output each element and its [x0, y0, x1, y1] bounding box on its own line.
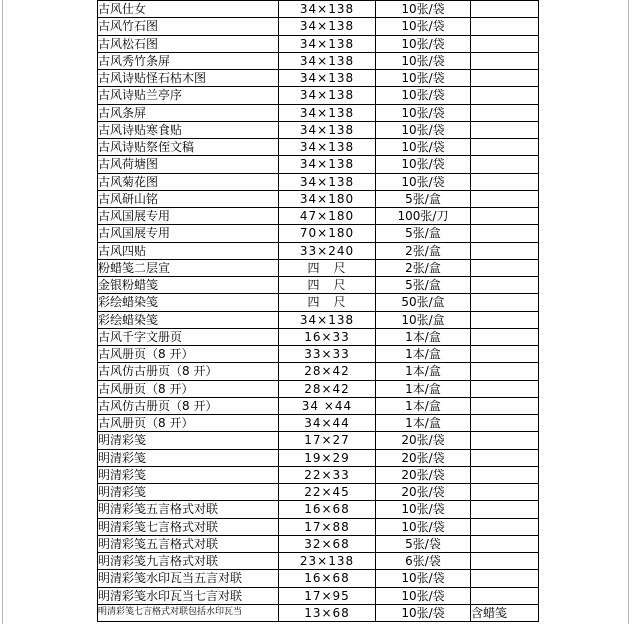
table-row	[98, 277, 539, 294]
pack-cell: 2张/盒	[376, 259, 471, 276]
note-cell	[471, 121, 539, 138]
note-cell	[471, 87, 539, 104]
product-name-cell: 古风诗贴兰亭序	[98, 87, 279, 104]
note-cell	[471, 18, 539, 35]
product-name-cell: 明清彩笺五言格式对联	[98, 501, 279, 518]
size-cell: 34×138	[279, 18, 376, 35]
note-cell	[471, 501, 539, 518]
note-cell	[471, 208, 539, 225]
size-cell: 32×68	[279, 535, 376, 552]
product-name-cell: 古风研山铭	[98, 190, 279, 207]
pack-cell: 10张/袋	[376, 1, 471, 18]
size-cell: 70×180	[279, 225, 376, 242]
pack-cell: 5张/盒	[376, 190, 471, 207]
product-name-cell: 古风菊花图	[98, 173, 279, 190]
pack-cell: 1本/盒	[376, 415, 471, 432]
table-row	[98, 156, 539, 173]
note-cell	[471, 415, 539, 432]
note-cell	[471, 104, 539, 121]
pack-cell: 10张/袋	[376, 501, 471, 518]
note-cell	[471, 449, 539, 466]
pack-cell: 2张/盒	[376, 242, 471, 259]
note-cell	[471, 242, 539, 259]
note-cell	[471, 190, 539, 207]
note-cell: 含蜡笺	[471, 604, 539, 621]
pack-cell: 10张/袋	[376, 156, 471, 173]
pack-cell: 10张/袋	[376, 18, 471, 35]
note-cell	[471, 311, 539, 328]
pack-cell: 10张/袋	[376, 139, 471, 156]
table-row	[98, 346, 539, 363]
table-row	[98, 139, 539, 156]
note-cell	[471, 52, 539, 69]
size-cell: 47×180	[279, 208, 376, 225]
note-cell	[471, 397, 539, 414]
table-row	[98, 570, 539, 587]
note-cell	[471, 1, 539, 18]
table-row	[98, 18, 539, 35]
pack-cell: 10张/袋	[376, 121, 471, 138]
note-cell	[471, 432, 539, 449]
size-cell: 17×95	[279, 587, 376, 604]
product-name-cell: 金银粉蜡笺	[98, 277, 279, 294]
table-row	[98, 535, 539, 552]
product-name-cell: 古风仿古册页（8 开）	[98, 397, 279, 414]
product-name-cell: 明清彩笺	[98, 484, 279, 501]
pack-cell: 1本/盒	[376, 380, 471, 397]
pack-cell: 10张/袋	[376, 570, 471, 587]
pack-cell: 5张/袋	[376, 535, 471, 552]
product-name-cell: 古风秀竹条屏	[98, 52, 279, 69]
table-row	[98, 604, 539, 621]
size-cell: 34×44	[279, 415, 376, 432]
product-name-cell: 古风仕女	[98, 1, 279, 18]
note-cell	[471, 70, 539, 87]
size-cell: 34×138	[279, 104, 376, 121]
table-row	[98, 173, 539, 190]
size-cell: 34×138	[279, 52, 376, 69]
note-cell	[471, 259, 539, 276]
size-cell: 16×33	[279, 328, 376, 345]
product-name-cell: 明清彩笺	[98, 466, 279, 483]
size-cell: 34×138	[279, 156, 376, 173]
pack-cell: 1本/盒	[376, 346, 471, 363]
pack-cell: 20张/袋	[376, 484, 471, 501]
table-row	[98, 363, 539, 380]
product-name-cell: 古风诗贴寒食贴	[98, 121, 279, 138]
table-row	[98, 415, 539, 432]
pack-cell: 5张/盒	[376, 277, 471, 294]
table-body	[98, 1, 539, 622]
product-name-cell: 古风荷塘图	[98, 156, 279, 173]
product-name-cell: 明清彩笺	[98, 449, 279, 466]
product-name-cell: 明清彩笺	[98, 432, 279, 449]
note-cell	[471, 139, 539, 156]
product-name-cell: 古风松石图	[98, 35, 279, 52]
pack-cell: 10张/袋	[376, 52, 471, 69]
size-cell: 22×45	[279, 484, 376, 501]
pack-cell: 1本/盒	[376, 363, 471, 380]
table-row	[98, 294, 539, 311]
note-cell	[471, 156, 539, 173]
pack-cell: 20张/袋	[376, 466, 471, 483]
note-cell	[471, 35, 539, 52]
table-row	[98, 466, 539, 483]
table-row	[98, 553, 539, 570]
table-row	[98, 208, 539, 225]
table-row	[98, 190, 539, 207]
size-cell: 34×138	[279, 70, 376, 87]
product-name-cell: 古风诗贴怪石枯木图	[98, 70, 279, 87]
size-cell: 16×68	[279, 570, 376, 587]
pack-cell: 20张/袋	[376, 449, 471, 466]
table-row	[98, 518, 539, 535]
note-cell	[471, 294, 539, 311]
size-cell: 28×42	[279, 363, 376, 380]
product-price-table	[97, 0, 539, 622]
size-cell: 23×138	[279, 553, 376, 570]
note-cell	[471, 328, 539, 345]
table-row	[98, 328, 539, 345]
product-name-cell: 古风册页（8 开）	[98, 346, 279, 363]
pack-cell: 10张/袋	[376, 587, 471, 604]
table-row	[98, 380, 539, 397]
product-name-cell: 古风竹石图	[98, 18, 279, 35]
size-cell: 34×180	[279, 190, 376, 207]
note-cell	[471, 466, 539, 483]
table-row	[98, 70, 539, 87]
page-margin-line-left	[2, 0, 3, 624]
size-cell: 17×27	[279, 432, 376, 449]
product-name-cell: 古风千字文册页	[98, 328, 279, 345]
size-cell: 34×138	[279, 121, 376, 138]
note-cell	[471, 173, 539, 190]
pack-cell: 10张/袋	[376, 35, 471, 52]
note-cell	[471, 518, 539, 535]
product-name-cell: 明清彩笺九言格式对联	[98, 553, 279, 570]
size-cell: 四 尺	[279, 277, 376, 294]
product-name-cell: 古风仿古册页（8 开）	[98, 363, 279, 380]
size-cell: 34×138	[279, 87, 376, 104]
pack-cell: 6张/袋	[376, 553, 471, 570]
pack-cell: 10张/袋	[376, 70, 471, 87]
pack-cell: 1本/盒	[376, 328, 471, 345]
note-cell	[471, 570, 539, 587]
product-name-cell: 彩绘蜡染笺	[98, 294, 279, 311]
table-row	[98, 259, 539, 276]
table-row	[98, 449, 539, 466]
note-cell	[471, 484, 539, 501]
product-name-cell: 粉蜡笺二层宣	[98, 259, 279, 276]
size-cell: 34×138	[279, 311, 376, 328]
table-row	[98, 242, 539, 259]
table-row	[98, 501, 539, 518]
table-row	[98, 311, 539, 328]
size-cell: 四 尺	[279, 294, 376, 311]
table-row	[98, 397, 539, 414]
product-name-cell: 古风册页（8 开）	[98, 380, 279, 397]
pack-cell: 20张/袋	[376, 432, 471, 449]
table-row	[98, 35, 539, 52]
size-cell: 22×33	[279, 466, 376, 483]
product-name-cell: 古风国展专用	[98, 208, 279, 225]
product-name-cell: 明清彩笺水印瓦当五言对联	[98, 570, 279, 587]
pack-cell: 10张/袋	[376, 173, 471, 190]
pack-cell: 50张/盒	[376, 294, 471, 311]
note-cell	[471, 380, 539, 397]
size-cell: 34 ×44	[279, 397, 376, 414]
product-name-cell: 明清彩笺七言格式对联包括水印瓦当	[98, 604, 279, 621]
table-row	[98, 587, 539, 604]
size-cell: 34×138	[279, 173, 376, 190]
note-cell	[471, 553, 539, 570]
product-name-cell: 明清彩笺水印瓦当七言对联	[98, 587, 279, 604]
table-row	[98, 87, 539, 104]
size-cell: 19×29	[279, 449, 376, 466]
size-cell: 34×138	[279, 139, 376, 156]
pack-cell: 10张/袋	[376, 604, 471, 621]
table-row	[98, 52, 539, 69]
note-cell	[471, 363, 539, 380]
note-cell	[471, 277, 539, 294]
table-row	[98, 1, 539, 18]
table-row	[98, 104, 539, 121]
pack-cell: 1本/盒	[376, 397, 471, 414]
note-cell	[471, 535, 539, 552]
table-row	[98, 484, 539, 501]
table-row	[98, 225, 539, 242]
size-cell: 33×33	[279, 346, 376, 363]
size-cell: 13×68	[279, 604, 376, 621]
product-name-cell: 古风国展专用	[98, 225, 279, 242]
product-name-cell: 古风册页（8 开）	[98, 415, 279, 432]
size-cell: 17×88	[279, 518, 376, 535]
table-row	[98, 432, 539, 449]
pack-cell: 10张/袋	[376, 104, 471, 121]
size-cell: 28×42	[279, 380, 376, 397]
pack-cell: 10张/盒	[376, 311, 471, 328]
size-cell: 16×68	[279, 501, 376, 518]
pack-cell: 5张/盒	[376, 225, 471, 242]
product-name-cell: 彩绘蜡染笺	[98, 311, 279, 328]
product-name-cell: 明清彩笺五言格式对联	[98, 535, 279, 552]
size-cell: 34×138	[279, 35, 376, 52]
product-name-cell: 古风四贴	[98, 242, 279, 259]
product-name-cell: 古风诗贴祭侄文稿	[98, 139, 279, 156]
pack-cell: 100张/刀	[376, 208, 471, 225]
product-name-cell: 明清彩笺七言格式对联	[98, 518, 279, 535]
size-cell: 34×138	[279, 1, 376, 18]
table-row	[98, 121, 539, 138]
page-margin-line-right	[628, 0, 629, 624]
size-cell: 四 尺	[279, 259, 376, 276]
size-cell: 33×240	[279, 242, 376, 259]
note-cell	[471, 587, 539, 604]
product-name-cell: 古风条屏	[98, 104, 279, 121]
note-cell	[471, 346, 539, 363]
note-cell	[471, 225, 539, 242]
pack-cell: 10张/袋	[376, 87, 471, 104]
pack-cell: 10张/袋	[376, 518, 471, 535]
